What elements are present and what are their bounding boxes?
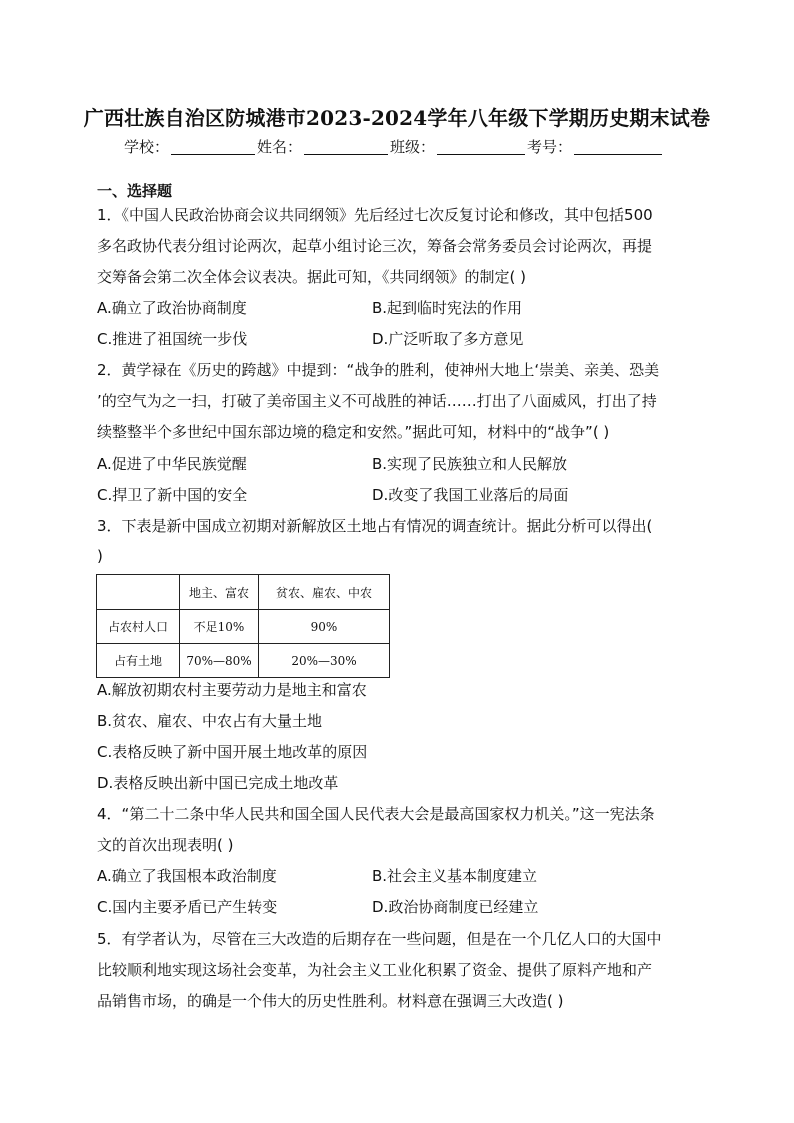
q5-stem-line-3: 品销售市场，的确是一个伟大的历史性胜利。材料意在强调三大改造( ) [97,992,564,1010]
q4-option-c[interactable]: C.国内主要矛盾已产生转变 [97,898,278,916]
name-label: 姓名： [257,138,303,156]
exam-number-blank[interactable] [574,138,662,155]
q3-option-a[interactable]: A.解放初期农村主要劳动力是地主和富农 [97,681,367,699]
name-blank[interactable] [304,138,388,155]
school-blank[interactable] [171,138,255,155]
q4-stem-line-2: 文的首次出现表明( ) [97,836,234,854]
q1-stem-line-3: 交筹备会第二次全体会议表决。据此可知，《共同纲领》的制定( ) [97,268,526,286]
q4-option-d[interactable]: D.政治协商制度已经建立 [372,898,539,916]
table-cell: 不足10% [180,610,259,644]
class-blank[interactable] [437,138,525,155]
class-label: 班级： [390,138,436,156]
table-row [97,644,390,678]
q2-option-b[interactable]: B.实现了民族独立和人民解放 [372,455,568,473]
school-label: 学校： [124,138,170,156]
q3-option-d[interactable]: D.表格反映出新中国已完成土地改革 [97,774,339,792]
q5-stem-line-1: 5．有学者认为，尽管在三大改造的后期存在一些问题，但是在一个几亿人口的大国中 [97,930,662,948]
q2-option-c[interactable]: C.捍卫了新中国的安全 [97,486,248,504]
table-cell: 20%—30% [259,644,390,678]
q3-option-c[interactable]: C.表格反映了新中国开展土地改革的原因 [97,743,368,761]
q4-stem-line-1: 4．“第二十二条中华人民共和国全国人民代表大会是最高国家权力机关。”这一宪法条 [97,805,655,823]
q1-stem-line-2: 多名政协代表分组讨论两次，起草小组讨论三次，筹备会常务委员会讨论两次，再提 [97,237,653,255]
q5-stem-line-2: 比较顺利地实现这场社会变革，为社会主义工业化积累了资金、提供了原料产地和产 [97,961,653,979]
table-header-cell [97,575,180,610]
q2-option-d[interactable]: D.改变了我国工业落后的局面 [372,486,569,504]
student-info-row [124,136,664,157]
q3-option-b[interactable]: B.贫农、雇农、中农占有大量土地 [97,712,323,730]
table-header-row [97,575,390,610]
table-header-cell: 贫农、雇农、中农 [259,575,390,610]
q1-option-d[interactable]: D.广泛听取了多方意见 [372,330,524,348]
q4-option-a[interactable]: A.确立了我国根本政治制度 [97,867,277,885]
q2-option-a[interactable]: A.促进了中华民族觉醒 [97,455,247,473]
q1-option-b[interactable]: B.起到临时宪法的作用 [372,299,523,317]
table-cell: 占农村人口 [97,610,180,644]
q1-stem-line-1: 1．《中国人民政治协商会议共同纲领》先后经过七次反复讨论和修改，其中包括500 [97,206,653,224]
exam-number-label: 考号： [527,138,573,156]
q3-stem-line-1: 3．下表是新中国成立初期对新解放区土地占有情况的调查统计。据此分析可以得出( [97,517,653,535]
q3-stem-line-2: ) [97,547,103,565]
land-survey-table [96,574,390,678]
q2-stem-line-3: 续整整半个多世纪中国东部边境的稳定和安然。”据此可知，材料中的“战争”( ) [97,423,610,441]
q2-stem-line-2: ’的空气为之一扫，打破了美帝国主义不可战胜的神话……打出了八面威风，打出了持 [97,392,657,410]
exam-title: 广西壮族自治区防城港市2023-2024学年八年级下学期历史期末试卷 [83,106,711,130]
q2-stem-line-1: 2．黄学禄在《历史的跨越》中提到：“战争的胜利，使神州大地上‘崇美、亲美、恐美 [97,361,660,379]
table-cell: 占有土地 [97,644,180,678]
table-header-cell: 地主、富农 [180,575,259,610]
q1-option-c[interactable]: C.推进了祖国统一步伐 [97,330,248,348]
q4-option-b[interactable]: B.社会主义基本制度建立 [372,867,538,885]
table-row [97,610,390,644]
q1-option-a[interactable]: A.确立了政治协商制度 [97,299,247,317]
section-title: 一、选择题 [97,182,173,200]
table-cell: 90% [259,610,390,644]
table-cell: 70%—80% [180,644,259,678]
